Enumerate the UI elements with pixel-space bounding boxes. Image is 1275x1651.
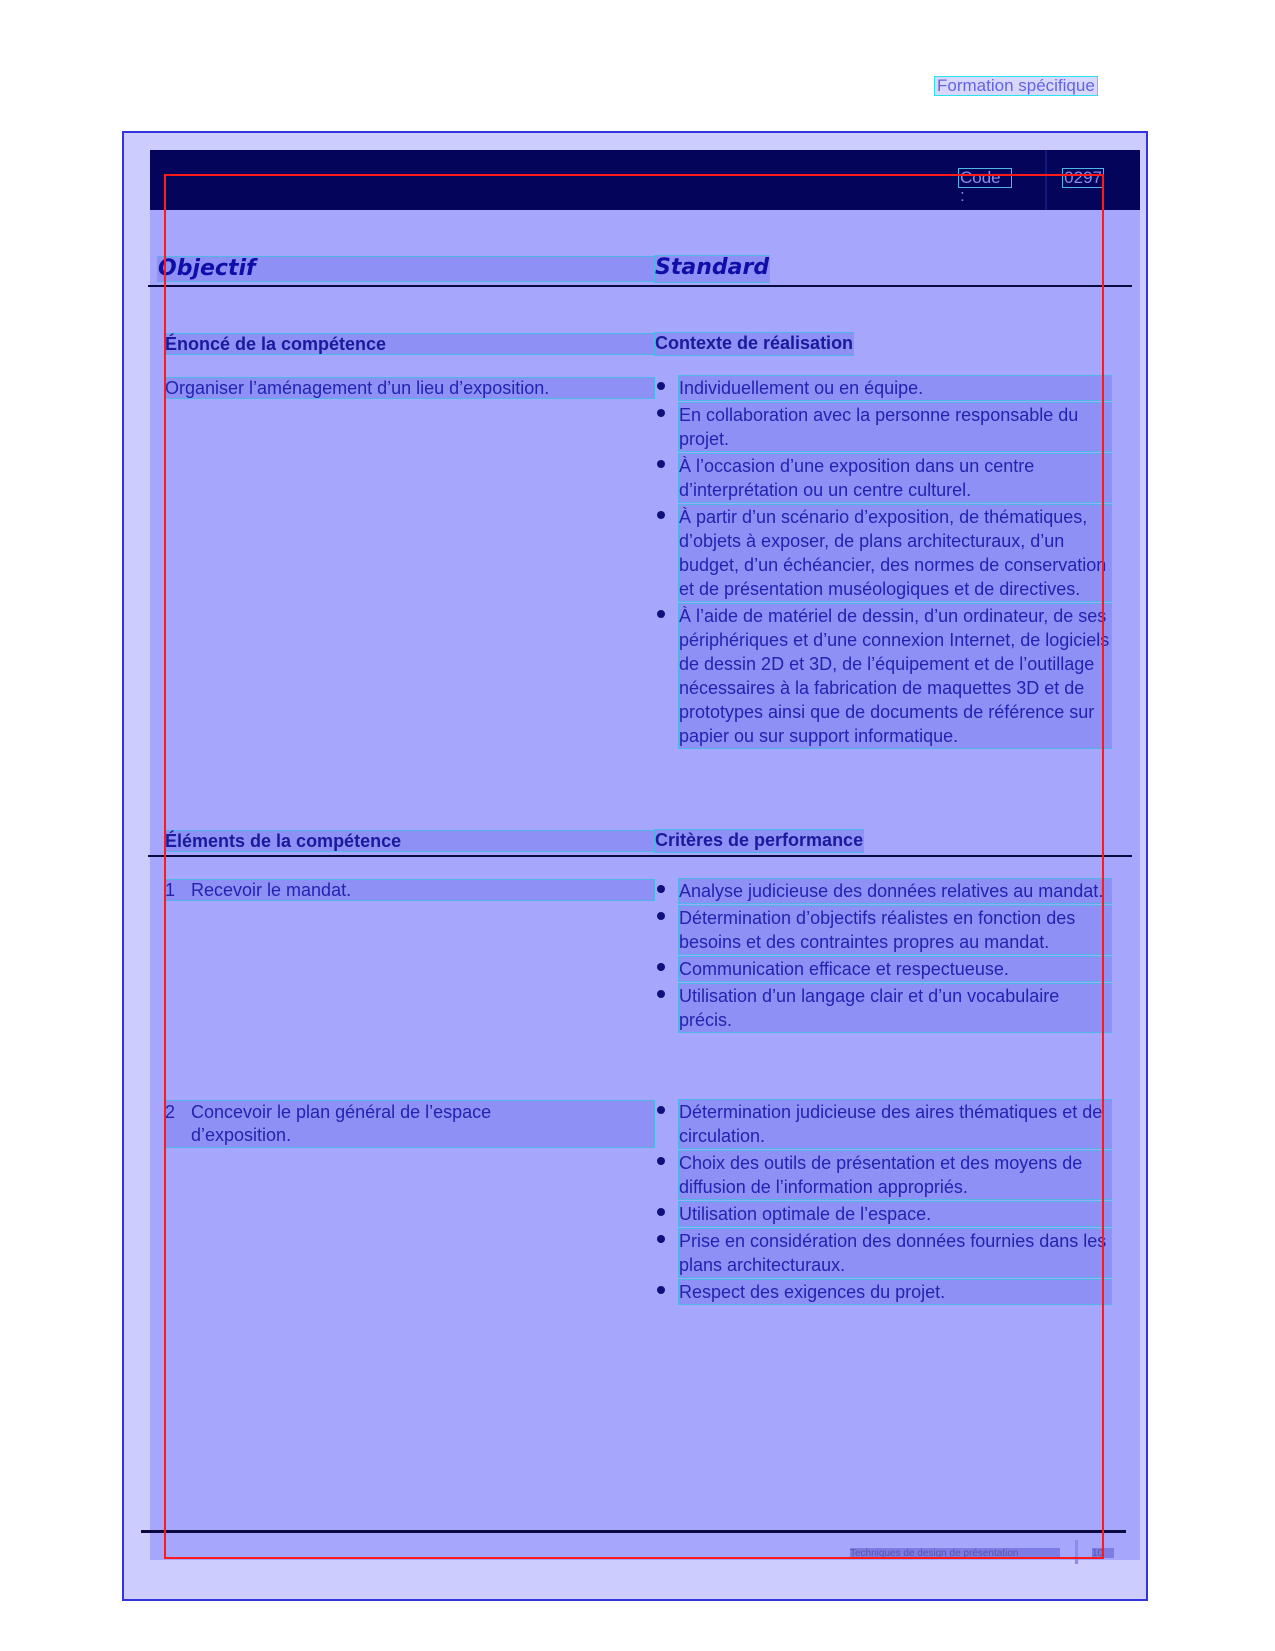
- criteria-item-text: Détermination judicieuse des aires thématiques et de circulation.: [679, 1100, 1111, 1148]
- page-number-text: 10: [1092, 1548, 1104, 1559]
- context-title-label: Contexte de réalisation: [655, 333, 854, 353]
- code-label: Code :: [958, 168, 1012, 188]
- criteria-item-text: Prise en considération des données fournies dans les plans architecturaux.: [679, 1229, 1111, 1277]
- page-tag: Formation spécifique: [934, 76, 1098, 96]
- context-item-text: Individuellement ou en équipe.: [679, 376, 1111, 400]
- criteria-item-text: Analyse judicieuse des données relatives au mandat.: [679, 879, 1111, 903]
- element-label: Concevoir le plan général de l’espace d’exposition.: [191, 1102, 492, 1145]
- criteria-title-label: Critères de performance: [655, 830, 864, 850]
- context-item-text: À l’occasion d’une exposition dans un centre d’interprétation ou un centre culturel.: [679, 454, 1111, 502]
- criteria-item-text: Détermination d’objectifs réalistes en fonction des besoins et des contraintes propres au mandat.: [679, 906, 1111, 954]
- footer-title-text: Techniques de design de présentation: [850, 1548, 1019, 1559]
- element-number: 1: [165, 880, 176, 900]
- statement-title-label: Énoncé de la compétence: [165, 334, 387, 354]
- highlight-outline: [164, 174, 1104, 1559]
- context-item-text: À partir d’un scénario d’exposition, de thématiques, d’objets à exposer, de plans architecturaux, d’un budget, d’un échéancier, des normes de conservation et de présentation muséologiques et de directives.: [679, 505, 1111, 601]
- context-item-text: À l’aide de matériel de dessin, d’un ordinateur, de ses périphériques et d’une connexion Internet, de logiciels de dessin 2D et 3D, de l’équipement et de l’outillage nécessaires à la fabrication de maquettes 3D et de prototypes ainsi que de documents de référence sur papier ou sur support informatique.: [679, 606, 1110, 746]
- elements-title-label: Éléments de la compétence: [165, 831, 402, 851]
- context-item-text: En collaboration avec la personne responsable du projet.: [679, 403, 1111, 451]
- competence-statement-text: Organiser l’aménagement d’un lieu d’exposition.: [165, 378, 550, 398]
- criteria-item-text: Utilisation d’un langage clair et d’un vocabulaire précis.: [679, 984, 1111, 1032]
- code-value: 0297: [1062, 168, 1104, 188]
- element-label: Recevoir le mandat.: [191, 880, 352, 900]
- element-number: 2: [165, 1102, 176, 1122]
- criteria-item-text: Utilisation optimale de l’espace.: [679, 1202, 1111, 1226]
- criteria-item-text: Communication efficace et respectueuse.: [679, 957, 1111, 981]
- criteria-item-text: Choix des outils de présentation et des moyens de diffusion de l’information appropriés.: [679, 1151, 1111, 1199]
- standard-header-label: Standard: [655, 255, 770, 280]
- criteria-item-text: Respect des exigences du projet.: [679, 1280, 1111, 1304]
- objective-header-label: Objectif: [158, 256, 256, 281]
